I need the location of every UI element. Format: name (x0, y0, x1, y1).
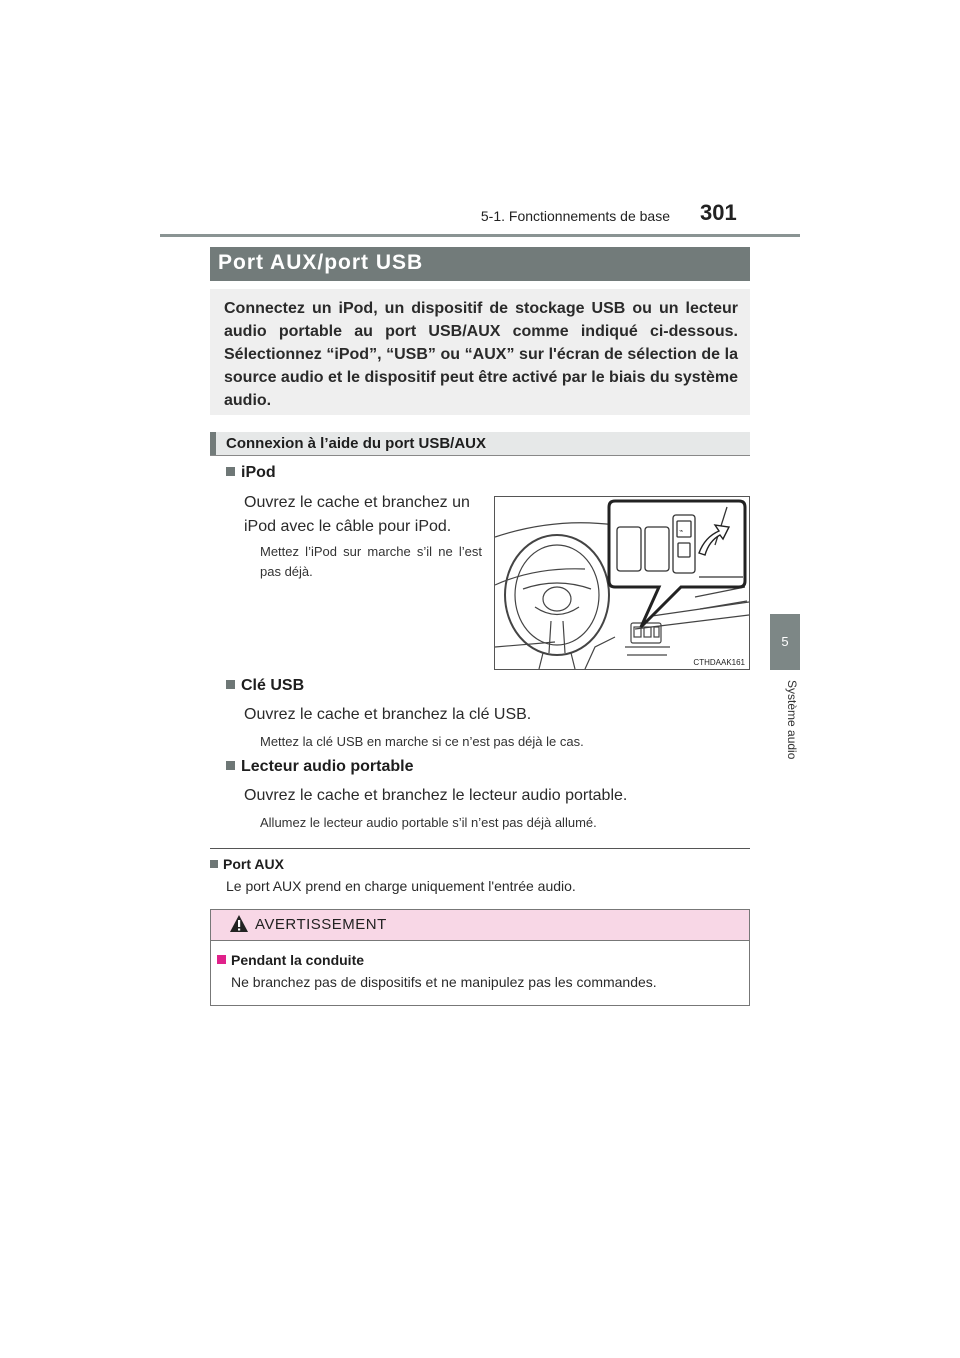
chapter-label: Système audio (785, 680, 799, 760)
section-title: 5-1. Fonctionnements de base (480, 208, 670, 224)
warning-triangle-icon (229, 914, 249, 934)
subsection-rule (210, 455, 750, 456)
header-rule (160, 234, 800, 237)
warning-header (211, 910, 749, 941)
subsection-band (210, 432, 750, 455)
page-number: 301 (700, 200, 737, 225)
svg-text:⌁: ⌁ (679, 527, 684, 535)
aux-note-text: Le port AUX prend en charge uniquement l'entrée audio. (226, 878, 576, 894)
item-body-ipod: Ouvrez le cache et branchez un iPod avec le câble pour iPod. (244, 494, 470, 535)
chapter-tab (770, 614, 800, 670)
item-note-usb: Mettez la clé USB en marche si ce n’est pas déjà le cas. (260, 734, 584, 749)
section-rule (210, 848, 750, 849)
intro-box (210, 289, 750, 415)
chapter-label-wrap (775, 680, 799, 780)
bullet-square-icon (226, 680, 235, 689)
page-title: Port AUX/port USB (218, 251, 424, 274)
item-body-usb: Ouvrez le cache et branchez la clé USB. (244, 706, 532, 723)
warning-text: Ne branchez pas de dispositifs et ne manipulez pas les commandes. (231, 974, 657, 990)
aux-note-heading: Port AUX (210, 856, 284, 872)
bullet-square-icon (226, 761, 235, 770)
subsection-title: Connexion à l’aide du port USB/AUX (226, 435, 487, 452)
page-title-band (210, 247, 750, 281)
chapter-number: 5 (781, 634, 789, 649)
warning-title: AVERTISSEMENT (255, 916, 387, 933)
item-heading-portable-player: Lecteur audio portable (226, 758, 413, 776)
bullet-square-icon (217, 955, 226, 964)
illustration-code: CTHDAAK161 (693, 658, 745, 667)
dashboard-illustration (494, 496, 750, 670)
warning-heading: Pendant la conduite (217, 952, 364, 968)
item-body-portable-player: Ouvrez le cache et branchez le lecteur audio portable. (244, 787, 628, 804)
item-note-ipod: Mettez l’iPod sur marche s’il ne l’est pas déjà. (260, 544, 482, 579)
item-heading-ipod: iPod (226, 464, 276, 482)
bullet-square-icon (210, 860, 218, 868)
warning-box (210, 909, 750, 1006)
item-note-portable-player: Allumez le lecteur audio portable s’il n’est pas déjà allumé. (260, 815, 597, 830)
dashboard-usb-aux-port-illustration (495, 497, 749, 669)
bullet-square-icon (226, 467, 235, 476)
item-heading-usb: Clé USB (226, 677, 304, 695)
intro-text: Connectez un iPod, un dispositif de stockage USB ou un lecteur audio portable au port USB/AUX comme indiqué ci-dessous. Sélectionnez “iPod”, “USB” ou “AUX” sur l'écran de sélection de la source audio et le dispositif peut être activé par le biais du système audio. (224, 300, 738, 409)
